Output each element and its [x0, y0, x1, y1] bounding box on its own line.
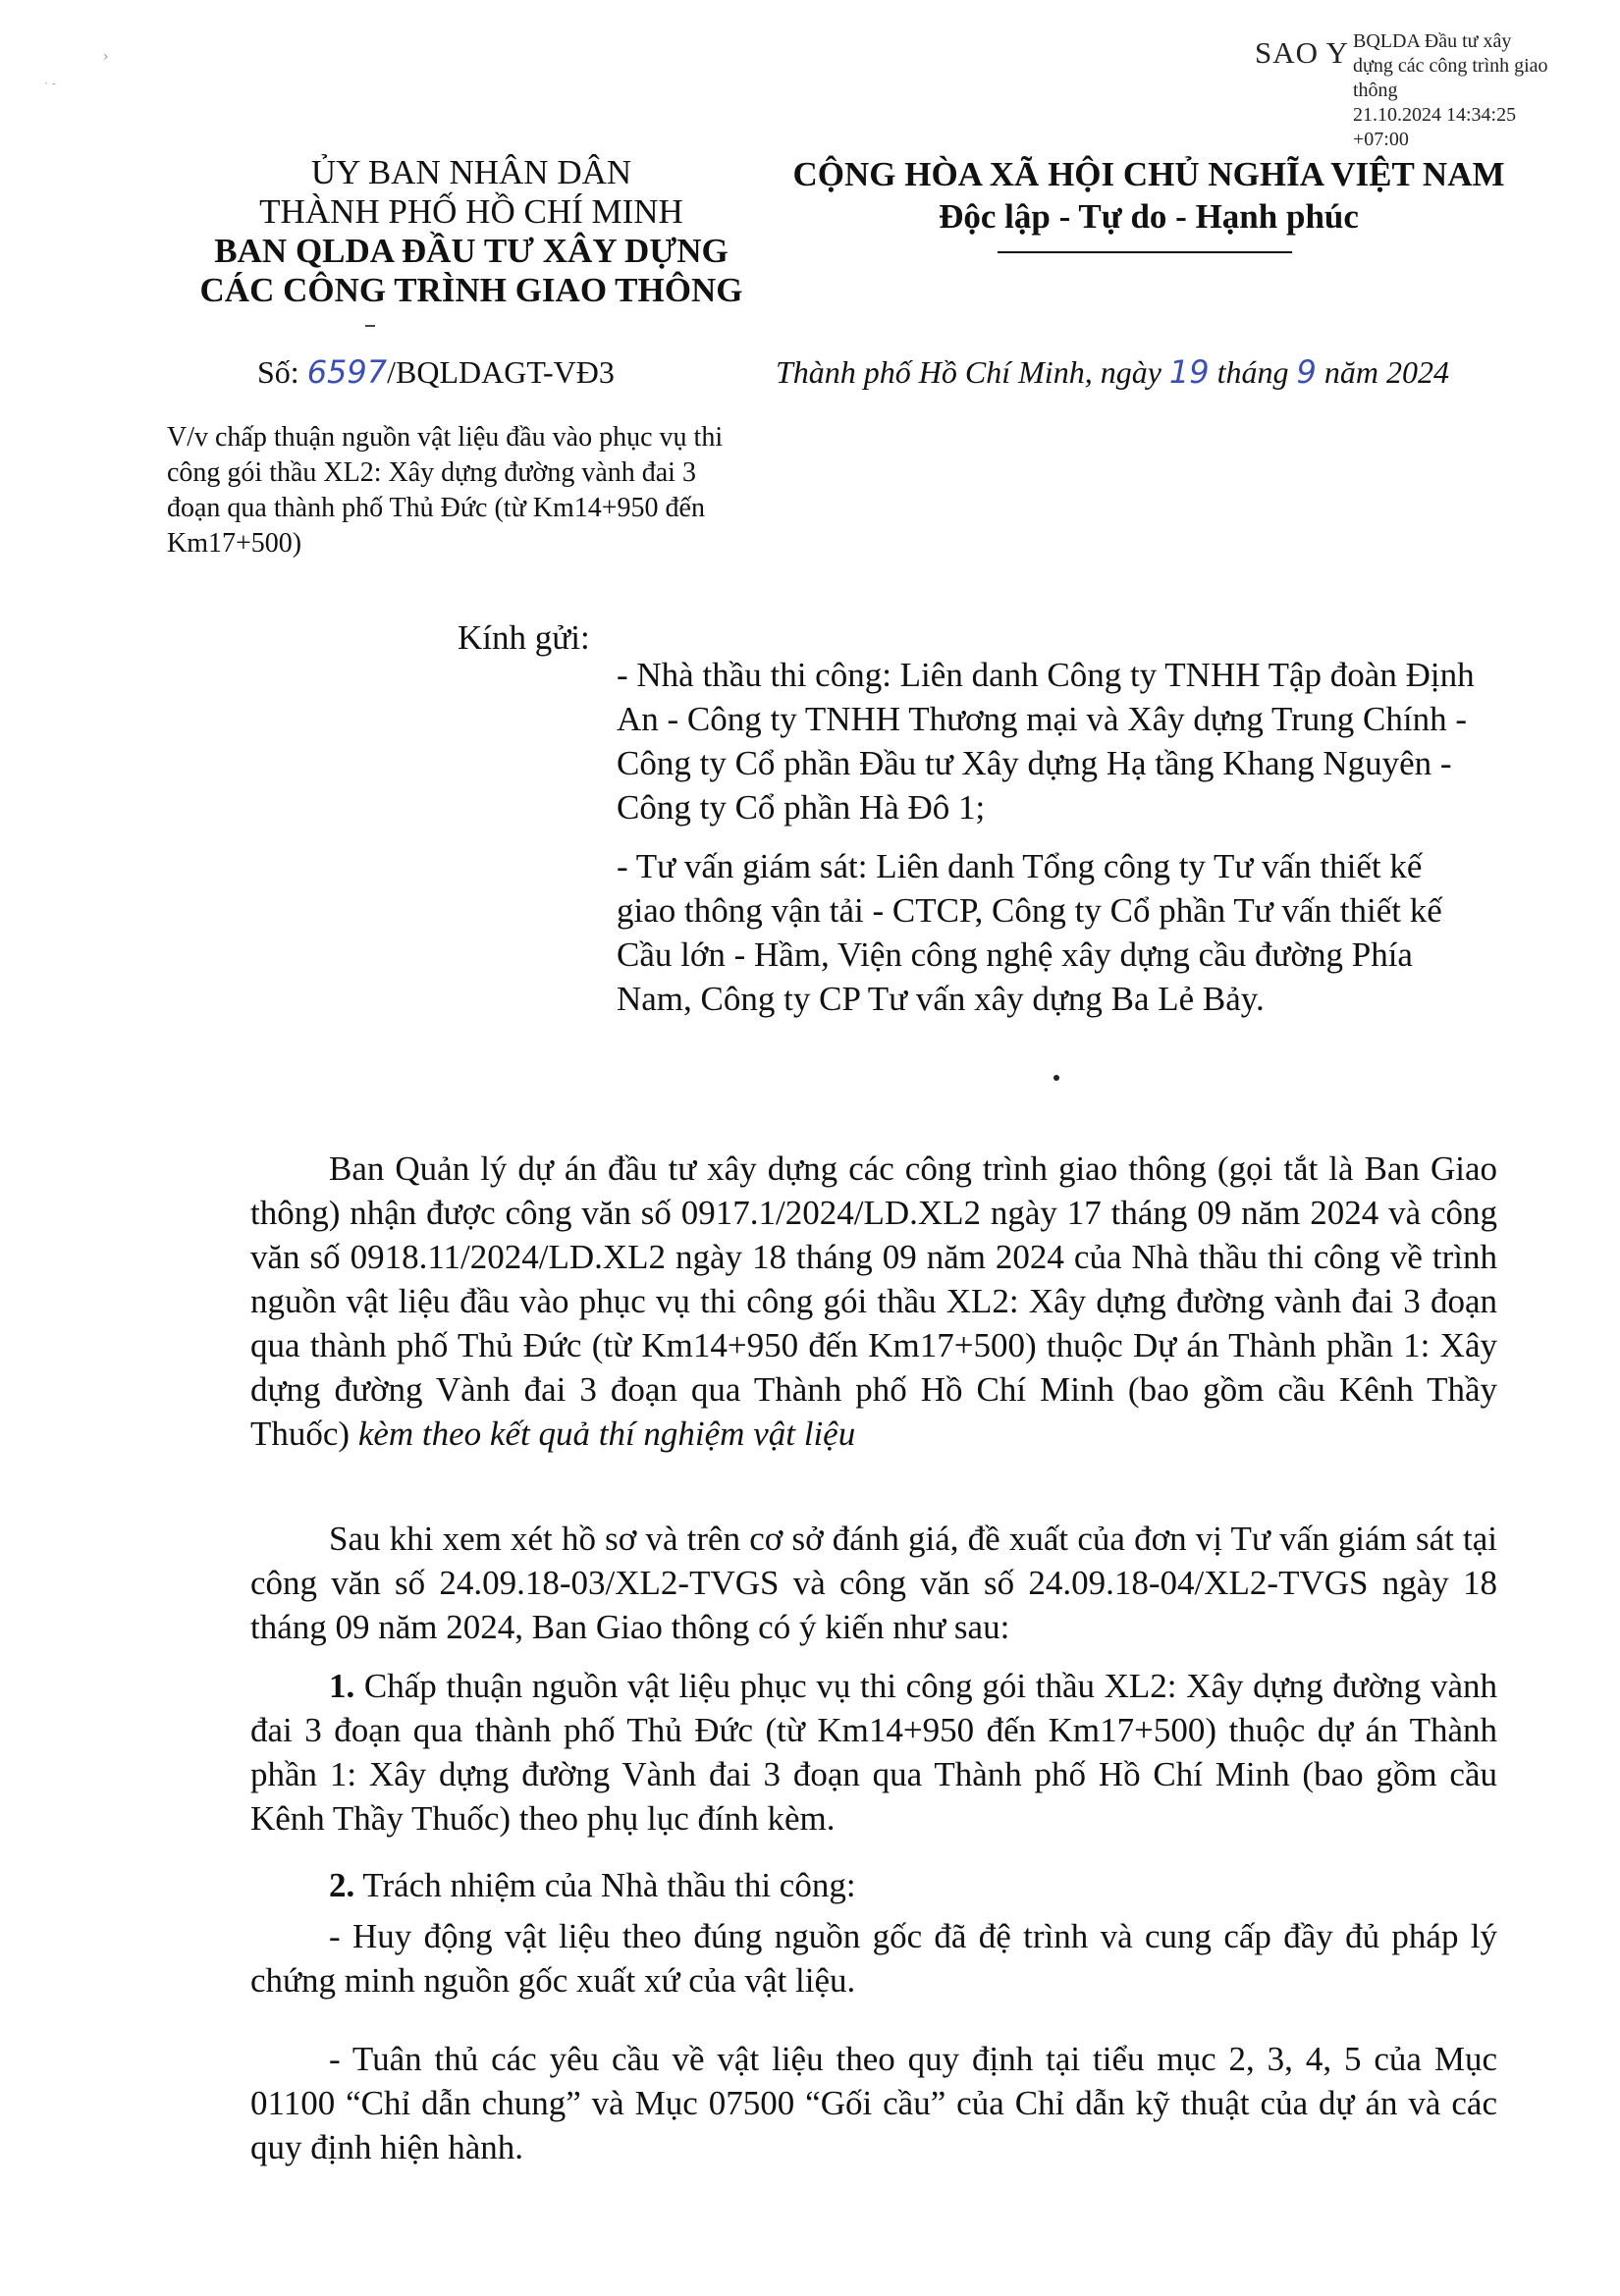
date-mid: tháng [1209, 354, 1297, 390]
org-line: BAN QLDA ĐẦU TƯ XÂY DỰNG [214, 232, 729, 270]
stamp-line: BQLDA Đầu tư xây [1353, 30, 1512, 52]
handwritten-month: 9 [1296, 353, 1317, 391]
nation-slogan: Độc lập - Tự do - Hạnh phúc [939, 197, 1359, 236]
paragraph-text: Chấp thuận nguồn vật liệu phục vụ thi công gói thầu XL2: Xây dựng đường vành đai 3 đoạn qua thành phố Thủ Đức (từ Km14+950 đến Km17+500) thuộc dự án Thành phần 1: Xây dựng đường Vành đai 3 đoạn qua Thành phố Hồ Chí Minh (bao gồm cầu Kênh Thầy Thuốc) theo phụ lục đính kèm. [250, 1667, 1497, 1838]
stamp-details [1353, 29, 1548, 152]
paragraph-text: Trách nhiệm của Nhà thầu thi công: [354, 1866, 856, 1904]
stamp-line: thông [1353, 80, 1398, 101]
stamp-line: dựng các công trình giao [1353, 55, 1548, 77]
paragraph-text: Ban Quản lý dự án đầu tư xây dựng các công trình giao thông (gọi tắt là Ban Giao thông) nhận được công văn số 0917.1/2024/LD.XL2 ngày 17 tháng 09 năm 2024 và công văn số 0918.11/2024/LD.XL2 ngày 18 tháng 09 năm 2024 của Nhà thầu thi công về trình nguồn vật liệu đầu vào phục vụ thi công gói thầu XL2: Xây dựng đường vành đai 3 đoạn qua thành phố Thủ Đức (từ Km14+950 đến Km17+500) thuộc Dự án Thành phần 1: Xây dựng đường Vành đai 3 đoạn qua Thành phố Hồ Chí Minh (bao gồm cầu Kênh Thầy Thuốc) [250, 1149, 1497, 1453]
stamp-label: SAO Y [1255, 35, 1350, 70]
body-paragraph [250, 1147, 1497, 1456]
number-prefix: Số: [257, 354, 307, 390]
scan-dot [1053, 1075, 1059, 1081]
item-number: 1. [329, 1667, 355, 1705]
nation-title: CỘNG HÒA XÃ HỘI CHỦ NGHĨA VIỆT NAM [792, 155, 1505, 193]
item-number: 2. [329, 1866, 355, 1904]
stamp-line: 21.10.2024 14:34:25 [1353, 104, 1517, 126]
org-line: THÀNH PHỐ HỒ CHÍ MINH [259, 192, 683, 231]
body-paragraph: - Tuân thủ các yêu cầu về vật liệu theo quy định tại tiểu mục 2, 3, 4, 5 của Mục 01100 “Chỉ dẫn chung” và Mục 07500 “Gối cầu” của Chỉ dẫn kỹ thuật của dự án và các quy định hiện hành. [250, 2040, 1497, 2166]
org-line: CÁC CÔNG TRÌNH GIAO THÔNG [199, 271, 743, 309]
body-paragraph [250, 1664, 1497, 1841]
recipients-label: Kính gửi: [458, 618, 590, 657]
date-suffix: năm 2024 [1316, 354, 1449, 390]
subject-line: V/v chấp thuận nguồn vật liệu đầu vào phục vụ thi công gói thầu XL2: Xây dựng đường vành đai 3 đoạn qua thành phố Thủ Đức (từ Km14+950 đến Km17+500) [167, 422, 724, 559]
org-underline [365, 325, 375, 327]
national-motto [785, 153, 1512, 238]
paragraph-italic: kèm theo kết quả thí nghiệm vật liệu [357, 1415, 856, 1453]
recipient-supervisor: - Tư vấn giám sát: Liên danh Tổng công ty Tư vấn thiết kế giao thông vận tải - CTCP, Công ty Cổ phần Tư vấn thiết kế Cầu lớn - Hầm, Viện công nghệ xây dựng cầu đường Phía Nam, Công ty CP Tư vấn xây dựng Ba Lẻ Bảy. [617, 847, 1442, 1018]
date-prefix: Thành phố Hồ Chí Minh, ngày [776, 354, 1169, 390]
body-paragraph: Sau khi xem xét hồ sơ và trên cơ sở đánh giá, đề xuất của đơn vị Tư vấn giám sát tại công văn số 24.09.18-03/XL2-TVGS và công văn số 24.09.18-04/XL2-TVGS ngày 18 tháng 09 năm 2024, Ban Giao thông có ý kiến như sau: [250, 1520, 1497, 1646]
scan-specks: · - [44, 77, 56, 90]
handwritten-number: 6597 [306, 353, 388, 391]
recipient-contractor: - Nhà thầu thi công: Liên danh Công ty TNHH Tập đoàn Định An - Công ty TNHH Thương mại và Xây dựng Trung Chính - Công ty Cổ phần Đầu tư Xây dựng Hạ tầng Khang Nguyên - Công ty Cổ phần Hà Đô 1; [617, 656, 1475, 827]
body-paragraph [250, 1863, 1497, 1907]
number-suffix: /BQLDAGT-VĐ3 [387, 354, 615, 390]
org-line: ỦY BAN NHÂN DÂN [310, 153, 632, 191]
body-paragraph: - Huy động vật liệu theo đúng nguồn gốc đã đệ trình và cung cấp đầy đủ pháp lý chứng minh nguồn gốc xuất xứ của vật liệu. [250, 1917, 1497, 2000]
scan-mark: › [103, 49, 109, 65]
document-number [257, 353, 615, 391]
stamp-line: +07:00 [1353, 129, 1409, 150]
issuing-organization [137, 153, 805, 310]
document-date [776, 353, 1449, 391]
handwritten-day: 19 [1168, 353, 1210, 391]
motto-underline [998, 251, 1292, 253]
